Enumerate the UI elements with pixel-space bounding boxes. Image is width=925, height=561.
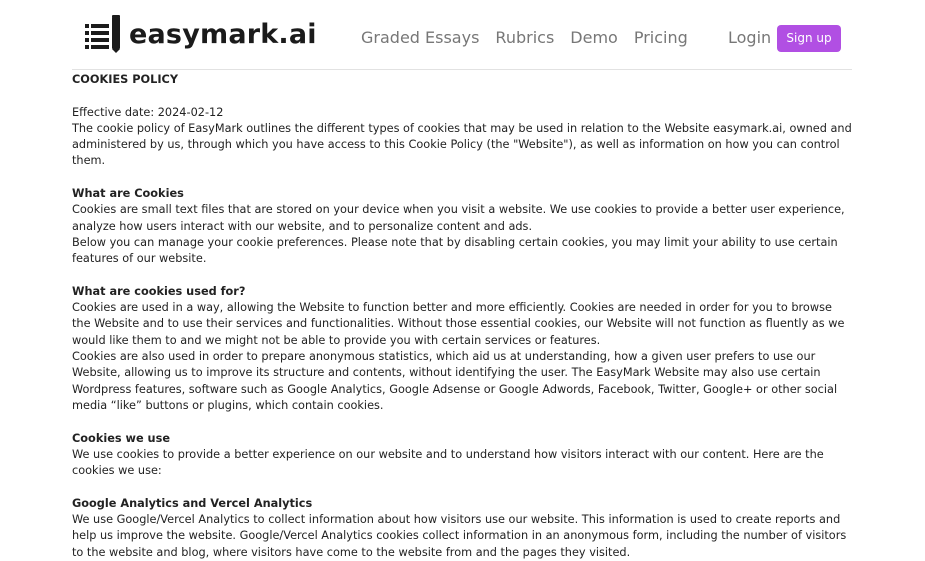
intro-paragraph: The cookie policy of EasyMark outlines the different types of cookies that may be used in relation to the Website easymark.ai, owned and administered by us, through which you have access to this Cookie Policy (the "Website"), as well as information on how you can control them. (72, 121, 852, 168)
effective-date: Effective date: 2024-02-12 (72, 105, 224, 119)
logo-icon (85, 14, 123, 54)
section-paragraph: We use cookies to provide a better experience on our website and to understand how visitors interact with our content. Here are the cookies we use: (72, 447, 824, 478)
section-heading-cookies-used-for: What are cookies used for? (72, 284, 246, 298)
nav-graded-essays[interactable]: Graded Essays (361, 28, 480, 47)
section-paragraph: Cookies are used in a way, allowing the Website to function better and more efficiently. Cookies are needed in order for you to browse the Website and to use their services and functionalities. Without those essential cookies, our Website will not function as fluently as we would like them to and we might not be able to provide you with certain services or features. (72, 301, 845, 347)
policy-content (72, 70, 854, 561)
site-header (0, 0, 925, 70)
section-heading-analytics: Google Analytics and Vercel Analytics (72, 496, 313, 510)
section-heading-cookies-we-use: Cookies we use (72, 431, 170, 445)
page-title: COOKIES POLICY (72, 73, 178, 86)
section-paragraph: We use Google/Vercel Analytics to collect information about how visitors use our website. This information is used to create reports and help us improve the website. Google/Vercel Analytics cookies collect information in an anonymous form, including the number of visitors to the website and blog, where visitors have come to the website from and the pages they visited. (72, 513, 847, 559)
main-nav (361, 28, 688, 47)
nav-pricing[interactable]: Pricing (633, 28, 688, 47)
nav-demo[interactable]: Demo (570, 28, 618, 47)
section-heading-what-are-cookies: What are Cookies (72, 187, 184, 201)
section-paragraph: Cookies are small text files that are stored on your device when you visit a website. We use cookies to provide a better user experience, analyze how users interact with our website, and to personalize content and ads. (72, 203, 845, 233)
section-paragraph: Below you can manage your cookie preferences. Please note that by disabling certain cookies, you may limit your ability to use certain features of our website. (72, 235, 838, 266)
signup-button[interactable]: Sign up (777, 25, 841, 52)
section-paragraph: Cookies are also used in order to prepare anonymous statistics, which aid us at understanding, how a given user prefers to use our Website, allowing us to improve its structure and contents, without identifying the user. The EasyMark Website may also use certain Wordpress features, software such as Google Analytics, Google Adsense or Google Adwords, Facebook, Twitter, Google+ or other social media “like” buttons or plugins, which contain cookies. (72, 350, 838, 412)
nav-rubrics[interactable]: Rubrics (495, 28, 555, 47)
logo[interactable] (85, 14, 317, 54)
logo-text: easymark.ai (129, 18, 317, 50)
login-link[interactable]: Login (728, 28, 772, 47)
